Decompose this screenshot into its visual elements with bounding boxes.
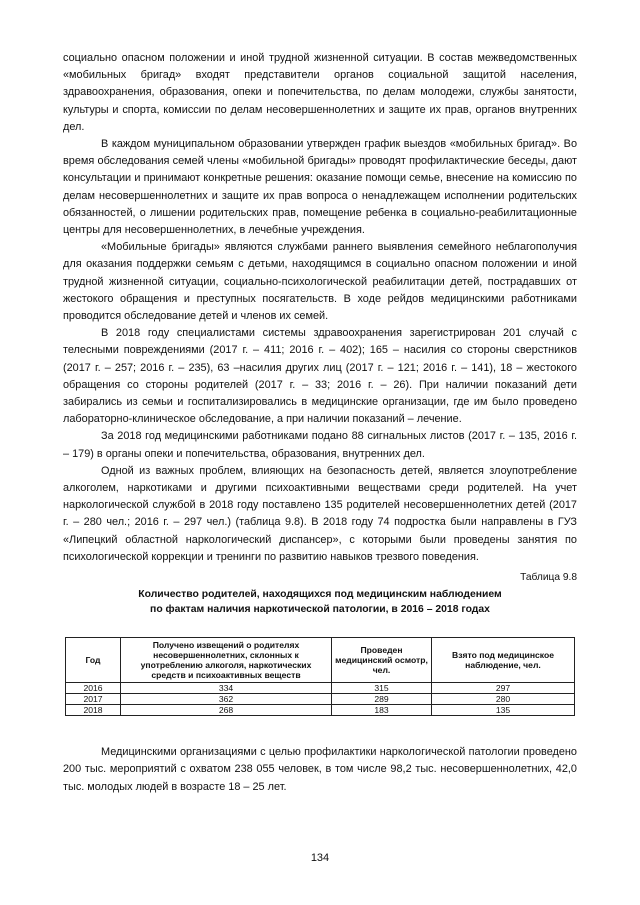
cell-exam: 315: [332, 683, 432, 694]
table-title-line1: Количество родителей, находящихся под медицинским наблюдением: [138, 589, 502, 601]
header-year: Год: [66, 638, 121, 683]
paragraph: За 2018 год медицинскими работниками подано 88 сигнальных листов (2017 г. – 135, 2016 г. – 179) в органы опеки и попечительства, образования, внутренних дел.: [63, 430, 577, 460]
cell-year: 2017: [66, 694, 121, 705]
cell-year: 2016: [66, 683, 121, 694]
table-title: [63, 587, 577, 617]
data-table: [65, 637, 575, 716]
table-row: [66, 694, 575, 705]
closing-paragraph: Медицинскими организациями с целью профилактики наркологической патологии проведено 200 тыс. мероприятий с охватом 238 055 человек, в том числе 98,2 тыс. несовершеннолетних, 42,0 тыс. молодых людей в возрасте 18 – 25 лет.: [63, 746, 577, 793]
paragraph: Одной из важных проблем, влияющих на безопасность детей, является злоупотребление алкоголем, наркотиками и другими психоактивными веществами среди родителей. На учет наркологической службой в 2018 году поставлено 135 родителей несовершеннолетних детей (2017 г. – 280 чел.; 2016 г. – 297 чел.) (таблица 9.8). В 2018 году 74 подростка были направлены в ГУЗ «Липецкий областной наркологический диспансер», с которыми были проведены занятия по психологической коррекции и тренинги по развитию навыков трезвого поведения.: [63, 464, 577, 563]
page-number: 134: [310, 852, 330, 864]
cell-notices: 268: [121, 705, 332, 716]
cell-exam: 183: [332, 705, 432, 716]
cell-notices: 362: [121, 694, 332, 705]
table-header-row: [66, 638, 575, 683]
paragraph: «Мобильные бригады» являются службами раннего выявления семейного неблагополучия для оказания поддержки семьям с детьми, находящимся в социально опасном положении и иной трудной жизненной ситуации, социально-психологической реабилитации детей, пострадавших от жестокого обращения и преступных посягательств. В ходе рейдов медицинскими работниками проводится обследование детей и членов их семей.: [63, 241, 577, 323]
cell-observation: 280: [432, 694, 575, 705]
header-exam: Проведен медицинский осмотр, чел.: [332, 638, 432, 683]
cell-exam: 289: [332, 694, 432, 705]
paragraph: В 2018 году специалистами системы здравоохранения зарегистрирован 201 случай с телесными повреждениями (2017 г. – 411; 2016 г. – 402); 165 – насилия со стороны сверстников (2017 г. – 257; 2016 г. – 235), 63 –насилия других лиц (2017 г. – 121; 2016 г. – 141), 18 – жестокого обращения со стороны родителей (2017 г. – 33; 2016 г. – 26). При наличии показаний дети забирались из семьи и госпитализировались в медицинские организации, где им было проведено лабораторно-клиническое обследование, а при наличии показаний – лечение.: [63, 327, 577, 426]
paragraph: социально опасном положении и иной трудной жизненной ситуации. В состав межведомственных «мобильных бригад» входят представители органов социальной защитой населения, здравоохранения, образования, опеки и попечительства, по делам молодежи, службы занятости, культуры и спорта, комиссии по делам несовершеннолетних и защите их прав, органов внутренних дел.: [63, 52, 577, 133]
page-body: [63, 50, 577, 796]
cell-observation: 135: [432, 705, 575, 716]
table-title-line2: по фактам наличия наркотической патологии, в 2016 – 2018 годах: [150, 604, 490, 616]
header-observation: Взято под медицинское наблюдение, чел.: [432, 638, 575, 683]
cell-observation: 297: [432, 683, 575, 694]
table-container: [65, 637, 575, 716]
header-notices: Получено извещений о родителях несовершеннолетних, склонных к употреблению алкоголя, наркотических средств и психоактивных веществ: [121, 638, 332, 683]
cell-year: 2018: [66, 705, 121, 716]
table-row: [66, 705, 575, 716]
table-row: [66, 683, 575, 694]
table-label: Таблица 9.8: [520, 572, 577, 584]
cell-notices: 334: [121, 683, 332, 694]
paragraph: В каждом муниципальном образовании утвержден график выездов «мобильных бригад». Во время обследования семей члены «мобильной бригады» проводят профилактические беседы, дают консультации и принимают конкретные решения: оказание помощи семье, внесение на комиссию по делам несовершеннолетних и защите их прав вопроса о ненадлежащем исполнении родительских обязанностей, о лишении родительских прав, помещение ребенка в социально-реабилитационные центры для несовершеннолетних, в лечебные учреждения.: [63, 138, 577, 237]
